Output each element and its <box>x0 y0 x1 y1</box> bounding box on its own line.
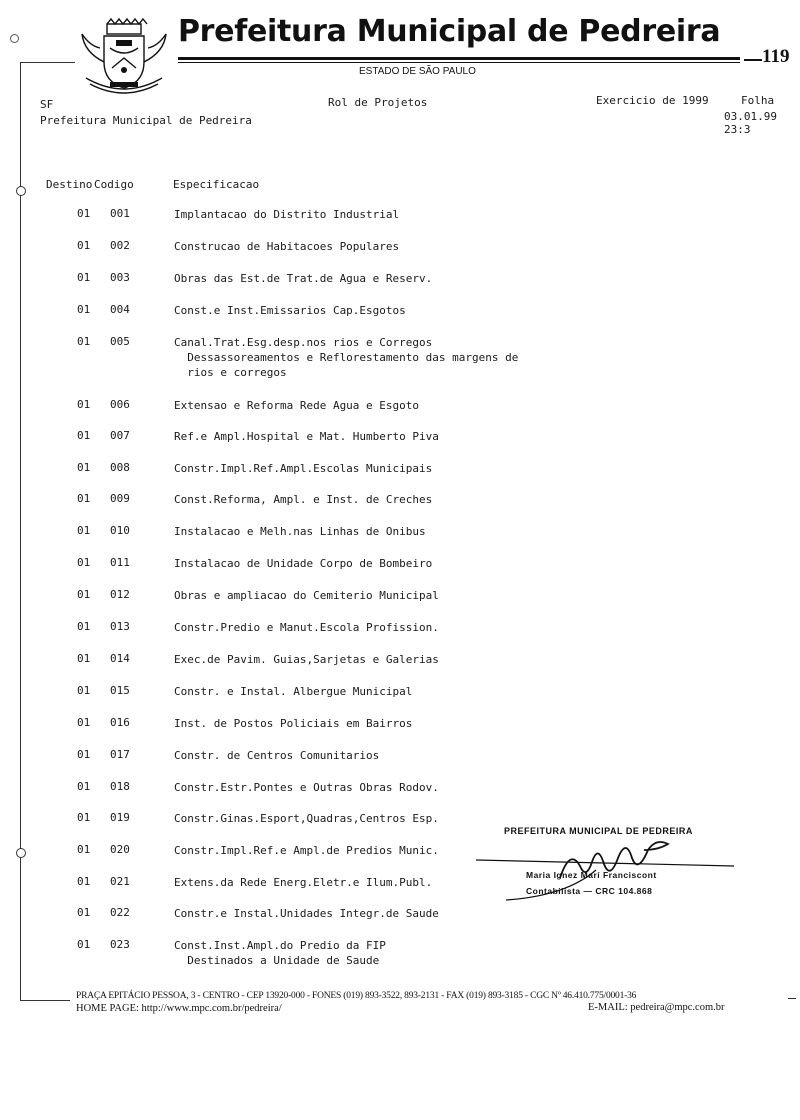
cell-especificacao: Canal.Trat.Esg.desp.nos rios e Corregos Dessassoreamentos e Reflorestamento das margens de rios e corregos <box>174 336 519 379</box>
cell-destino: 01 <box>77 303 91 316</box>
cell-codigo: 005 <box>110 335 130 348</box>
stamp-role: Contabilista — CRC 104.868 <box>526 886 653 896</box>
title-rule-thick <box>178 57 740 60</box>
report-year: Exercicio de 1999 <box>596 94 709 107</box>
table-row <box>0 938 800 972</box>
table-row <box>0 429 800 449</box>
cell-especificacao: Constr. de Centros Comunitarios <box>174 749 380 762</box>
cell-especificacao: Constr.e Instal.Unidades Integr.de Saude <box>174 907 439 920</box>
stamp-name: Maria Ignez Marí Franciscont <box>526 870 657 880</box>
table-row <box>0 303 800 323</box>
cell-destino: 01 <box>77 556 91 569</box>
stamp-org: PREFEITURA MUNICIPAL DE PEDREIRA <box>504 826 693 836</box>
cell-destino: 01 <box>77 716 91 729</box>
table-row <box>0 716 800 736</box>
cell-destino: 01 <box>77 780 91 793</box>
table-row <box>0 492 800 512</box>
table-row <box>0 906 800 926</box>
cell-codigo: 023 <box>110 938 130 951</box>
cell-especificacao: Constr.Predio e Manut.Escola Profission. <box>174 621 439 634</box>
cell-especificacao: Construcao de Habitacoes Populares <box>174 240 400 253</box>
cell-especificacao: Const.Reforma, Ampl. e Inst. de Creches <box>174 493 433 506</box>
table-row <box>0 461 800 481</box>
cell-codigo: 019 <box>110 811 130 824</box>
cell-especificacao: Obras das Est.de Trat.de Agua e Reserv. <box>174 272 433 285</box>
cell-especificacao: Ref.e Ampl.Hospital e Mat. Humberto Piva <box>174 430 439 443</box>
cell-destino: 01 <box>77 461 91 474</box>
table-row <box>0 556 800 576</box>
cell-codigo: 012 <box>110 588 130 601</box>
cell-codigo: 015 <box>110 684 130 697</box>
cell-codigo: 001 <box>110 207 130 220</box>
cell-especificacao: Instalacao e Melh.nas Linhas de Onibus <box>174 525 426 538</box>
table-row <box>0 207 800 227</box>
report-datetime: 03.01.99 23:3 <box>724 110 777 136</box>
cell-codigo: 022 <box>110 906 130 919</box>
cell-destino: 01 <box>77 429 91 442</box>
cell-destino: 01 <box>77 875 91 888</box>
cell-destino: 01 <box>77 938 91 951</box>
cell-destino: 01 <box>77 906 91 919</box>
table-row <box>0 524 800 544</box>
page-title: Prefeitura Municipal de Pedreira <box>178 14 721 49</box>
cell-codigo: 010 <box>110 524 130 537</box>
cell-especificacao: Constr. e Instal. Albergue Municipal <box>174 685 413 698</box>
cell-codigo: 008 <box>110 461 130 474</box>
footer-right-mark <box>788 998 796 999</box>
cell-destino: 01 <box>77 335 91 348</box>
cell-codigo: 002 <box>110 239 130 252</box>
cell-destino: 01 <box>77 811 91 824</box>
cell-especificacao: Constr.Estr.Pontes e Outras Obras Rodov. <box>174 781 439 794</box>
cell-especificacao: Constr.Impl.Ref.Ampl.Escolas Municipais <box>174 462 433 475</box>
page-number-dash <box>744 59 762 61</box>
footer-rule <box>20 1000 70 1001</box>
cell-destino: 01 <box>77 748 91 761</box>
table-row <box>0 780 800 800</box>
corner-mark-icon <box>10 34 19 43</box>
cell-codigo: 011 <box>110 556 130 569</box>
report-entity: Prefeitura Municipal de Pedreira <box>40 114 252 127</box>
cell-codigo: 017 <box>110 748 130 761</box>
cell-destino: 01 <box>77 652 91 665</box>
cell-codigo: 009 <box>110 492 130 505</box>
cell-destino: 01 <box>77 492 91 505</box>
footer-address: PRAÇA EPITÁCIO PESSOA, 3 - CENTRO - CEP 13920-000 - FONES (019) 893-3522, 893-2131 - FAX (019) 893-3185 - CGC Nº 46.410.775/0001-36 <box>76 991 637 1001</box>
footer-homepage: HOME PAGE: http://www.mpc.com.br/pedreira/ <box>76 1003 282 1014</box>
table-row <box>0 588 800 608</box>
cell-especificacao: Const.Inst.Ampl.do Predio da FIP Destinados a Unidade de Saude <box>174 939 386 967</box>
cell-destino: 01 <box>77 843 91 856</box>
top-left-bracket <box>20 62 75 63</box>
table-row <box>0 335 800 383</box>
table-row <box>0 271 800 291</box>
cell-especificacao: Obras e ampliacao do Cemiterio Municipal <box>174 589 439 602</box>
title-rule-thin <box>178 62 740 63</box>
report-code: SF <box>40 98 54 111</box>
cell-especificacao: Extens.da Rede Energ.Eletr.e Ilum.Publ. <box>174 876 433 889</box>
column-header-codigo: Codigo <box>94 178 134 191</box>
cell-especificacao: Instalacao de Unidade Corpo de Bombeiro <box>174 557 433 570</box>
cell-especificacao: Const.e Inst.Emissarios Cap.Esgotos <box>174 304 406 317</box>
footer-email: E-MAIL: pedreira@mpc.com.br <box>588 1002 725 1013</box>
cell-codigo: 021 <box>110 875 130 888</box>
cell-destino: 01 <box>77 684 91 697</box>
table-row <box>0 239 800 259</box>
table-row <box>0 620 800 640</box>
cell-destino: 01 <box>77 271 91 284</box>
table-row <box>0 748 800 768</box>
cell-especificacao: Inst. de Postos Policiais em Bairros <box>174 717 413 730</box>
cell-especificacao: Constr.Impl.Ref.e Ampl.de Predios Munic. <box>174 844 439 857</box>
cell-codigo: 003 <box>110 271 130 284</box>
cell-codigo: 013 <box>110 620 130 633</box>
cell-codigo: 018 <box>110 780 130 793</box>
table-row <box>0 398 800 418</box>
state-subtitle: ESTADO DE SÃO PAULO <box>359 66 476 77</box>
page-number: 119 <box>762 46 790 67</box>
cell-destino: 01 <box>77 620 91 633</box>
cell-destino: 01 <box>77 588 91 601</box>
cell-especificacao: Extensao e Reforma Rede Agua e Esgoto <box>174 399 420 412</box>
cell-destino: 01 <box>77 239 91 252</box>
cell-codigo: 004 <box>110 303 130 316</box>
punch-hole-top <box>16 186 26 196</box>
cell-codigo: 020 <box>110 843 130 856</box>
report-name: Rol de Projetos <box>328 96 428 109</box>
table-row <box>0 652 800 672</box>
cell-especificacao: Exec.de Pavim. Guias,Sarjetas e Galerias <box>174 653 439 666</box>
cell-codigo: 007 <box>110 429 130 442</box>
column-header-destino: Destino <box>46 178 93 191</box>
table-row <box>0 684 800 704</box>
cell-codigo: 006 <box>110 398 130 411</box>
column-header-especificacao: Especificacao <box>173 178 260 191</box>
coat-of-arms-logo <box>76 18 172 102</box>
cell-especificacao: Implantacao do Distrito Industrial <box>174 208 400 221</box>
cell-especificacao: Constr.Ginas.Esport,Quadras,Centros Esp. <box>174 812 439 825</box>
cell-destino: 01 <box>77 207 91 220</box>
report-page-label: Folha <box>741 94 775 107</box>
cell-codigo: 016 <box>110 716 130 729</box>
cell-destino: 01 <box>77 524 91 537</box>
cell-destino: 01 <box>77 398 91 411</box>
cell-codigo: 014 <box>110 652 130 665</box>
